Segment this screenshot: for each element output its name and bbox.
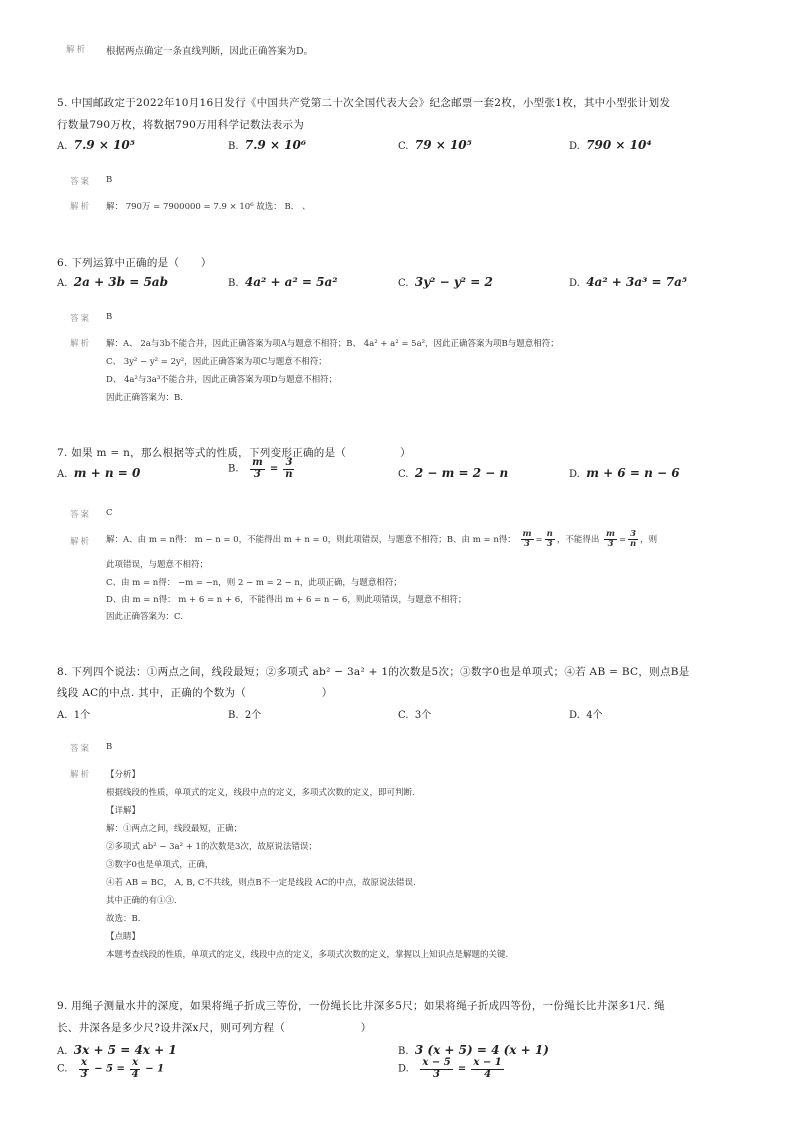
q7-option-d[interactable]: D. m + 6 = n − 6 bbox=[569, 466, 680, 480]
q6-analysis-line4: 因此正确答案为：B. bbox=[106, 393, 183, 403]
q7-analysis-line5: 因此正确答案为：C. bbox=[106, 612, 183, 622]
fraction: $\frac{3}{n}$ bbox=[630, 529, 637, 549]
q8-analysis-line4: 解：①两点之间，线段最短，正确； bbox=[106, 824, 243, 834]
fraction: $\frac{x}{3}$ bbox=[80, 1057, 88, 1080]
q7-analysis-line4: D、由 m = n得： m + 6 = n + 6，不能得出 m + 6 = n − 6，则此项错误，与题意不相符； bbox=[106, 595, 467, 605]
q5-option-d[interactable]: D. 790 × 10⁴ bbox=[569, 138, 652, 152]
q5-option-a[interactable]: A. 7.9 × 10⁵ bbox=[57, 138, 136, 152]
q5-option-b[interactable]: B. 7.9 × 10⁶ bbox=[228, 138, 307, 152]
fraction: $\frac{3}{n}$ bbox=[285, 457, 293, 480]
q7-stem: 7. 如果 m = n，那么根据等式的性质，下列变形正确的是（ ） bbox=[57, 447, 411, 459]
q6-option-c[interactable]: C. 3y² − y² = 2 bbox=[398, 275, 493, 289]
q7-option-a[interactable]: A. m + n = 0 bbox=[57, 466, 141, 480]
q7-analysis-line1: 解：A、由 m = n得： m − n = 0，不能得出 m + n = 0，则此项错误，与题意不相符；B、由 m = n得： $\frac{m}{3}$ = $\frac{n}{3}$ ，不能得出 $\frac{m}{3}$ = $\frac{3}{n}$ ，则 bbox=[106, 529, 658, 549]
fraction: $\frac{m}{3}$ bbox=[522, 529, 532, 549]
q6-analysis-line1: 解：A、 2a与3b不能合并，因此正确答案为项A与题意不相符；B、 4a² + a² = 5a²，因此正确答案为项B与题意相符； bbox=[106, 339, 559, 349]
fraction: $\frac{x - 1}{4}$ bbox=[473, 1057, 502, 1080]
q5-option-c[interactable]: C. 79 × 10⁵ bbox=[398, 138, 472, 152]
q9-stem-line1: 9. 用绳子测量水井的深度，如果将绳子折成三等份，一份绳长比井深多5尺；如果将绳子折成四等份，一份绳长比井深多1尺. 绳 bbox=[57, 1000, 665, 1012]
q7-answer-label: 答案 bbox=[70, 510, 92, 520]
q8-analysis-line8: 其中正确的有①③. bbox=[106, 896, 177, 906]
q5-answer-label: 答案 bbox=[70, 177, 92, 187]
q6-answer-label: 答案 bbox=[70, 314, 92, 324]
q8-stem-line1: 8. 下列四个说法：①两点之间，线段最短；②多项式 ab² − 3a² + 1的次数是5次；③数字0也是单项式；④若 AB = BC，则点B是 bbox=[57, 666, 690, 678]
q8-analysis-line9: 故选：B. bbox=[106, 914, 141, 924]
q9-option-a[interactable]: A. 3x + 5 = 4x + 1 bbox=[57, 1043, 177, 1057]
fraction: $\frac{x}{4}$ bbox=[131, 1057, 139, 1080]
q6-analysis-label: 解析 bbox=[70, 339, 92, 349]
q8-stem-line2: 线段 AC的中点. 其中，正确的个数为（ ） bbox=[57, 687, 333, 699]
q9-option-b[interactable]: B. 3 (x + 5) = 4 (x + 1) bbox=[398, 1043, 549, 1057]
q8-analysis-line7: ④若 AB = BC， A, B, C不共线，则点B不一定是线段 AC的中点，故原说法错误. bbox=[106, 878, 416, 888]
q8-analysis-line1: 【分析】 bbox=[106, 770, 141, 780]
q5-stem-line1: 5. 中国邮政定于2022年10月16日发行《中国共产党第二十次全国代表大会》纪念邮票一套2枚，小型张1枚，其中小型张计划发 bbox=[57, 97, 671, 109]
q8-option-d[interactable]: D. 4个 bbox=[569, 710, 603, 721]
q6-option-b[interactable]: B. 4a² + a² = 5a² bbox=[228, 275, 338, 289]
q8-answer: B bbox=[106, 742, 113, 752]
q6-analysis-line2: C、 3y² − y² = 2y²，因此正确答案为项C与题意不相符； bbox=[106, 357, 327, 367]
q7-analysis-label: 解析 bbox=[70, 537, 92, 547]
q8-analysis-line2: 根据线段的性质，单项式的定义，线段中点的定义，多项式次数的定义，即可判断. bbox=[106, 788, 415, 798]
q9-option-c[interactable]: C. $\frac{x}{3}$ − 5 = $\frac{x}{4}$ − 1 bbox=[57, 1057, 165, 1080]
q5-analysis: 解： 790万 = 7900000 = 7.9 × 10⁶ 故选： B． 、 bbox=[106, 202, 311, 212]
fraction: $\frac{m}{3}$ bbox=[252, 457, 263, 480]
q7-option-b[interactable]: B. $\frac{m}{3}$ = $\frac{3}{n}$ bbox=[228, 457, 293, 480]
q7-analysis-line2: 此项错误，与题意不相符； bbox=[106, 560, 209, 570]
fraction: $\frac{m}{3}$ bbox=[606, 529, 616, 549]
q8-analysis-line10: 【点睛】 bbox=[106, 932, 141, 942]
q9-option-d[interactable]: D. $\frac{x - 5}{3}$ = $\frac{x - 1}{4}$ bbox=[398, 1057, 502, 1080]
q8-analysis-line3: 【详解】 bbox=[106, 806, 141, 816]
q6-answer: B bbox=[106, 312, 113, 322]
fraction: $\frac{x - 5}{3}$ bbox=[422, 1057, 451, 1080]
analysis-text: 根据两点确定一条直线判断，因此正确答案为D。 bbox=[106, 46, 314, 57]
q5-answer: B bbox=[106, 175, 113, 185]
q7-answer: C bbox=[106, 508, 113, 518]
q6-option-a[interactable]: A. 2a + 3b = 5ab bbox=[57, 275, 168, 289]
q5-analysis-label: 解析 bbox=[70, 202, 92, 212]
q7-analysis-line3: C、由 m = n得： −m = −n，则 2 − m = 2 − n，此项正确，与题意相符； bbox=[106, 578, 402, 588]
q8-option-c[interactable]: C. 3个 bbox=[398, 710, 432, 721]
q8-analysis-line5: ②多项式 ab² − 3a² + 1的次数是3次，故原说法错误； bbox=[106, 842, 317, 852]
q6-stem: 6. 下列运算中正确的是（ ） bbox=[57, 257, 212, 269]
q8-answer-label: 答案 bbox=[70, 744, 92, 754]
q6-option-d[interactable]: D. 4a² + 3a³ = 7a⁵ bbox=[569, 275, 688, 289]
fraction: $\frac{n}{3}$ bbox=[546, 529, 553, 549]
q5-stem-line2: 行数量790万枚，将数据790万用科学记数法表示为 bbox=[57, 119, 305, 131]
q6-analysis-line3: D、 4a²与3a³不能合并，因此正确答案为项D与题意不相符； bbox=[106, 375, 338, 385]
q8-analysis-line11: 本题考查线段的性质，单项式的定义，线段中点的定义，多项式次数的定义，掌握以上知识点是解题的关键. bbox=[106, 950, 509, 960]
q8-option-a[interactable]: A. 1个 bbox=[57, 710, 91, 721]
q7-option-c[interactable]: C. 2 − m = 2 − n bbox=[398, 466, 509, 480]
q8-analysis-line6: ③数字0也是单项式，正确， bbox=[106, 860, 214, 870]
analysis-label: 解析 bbox=[66, 45, 88, 55]
q9-stem-line2: 长、井深各是多少尺?设井深x尺，则可列方程（ ） bbox=[57, 1022, 372, 1034]
q8-analysis-label: 解析 bbox=[70, 770, 92, 780]
q8-option-b[interactable]: B. 2个 bbox=[228, 710, 262, 721]
